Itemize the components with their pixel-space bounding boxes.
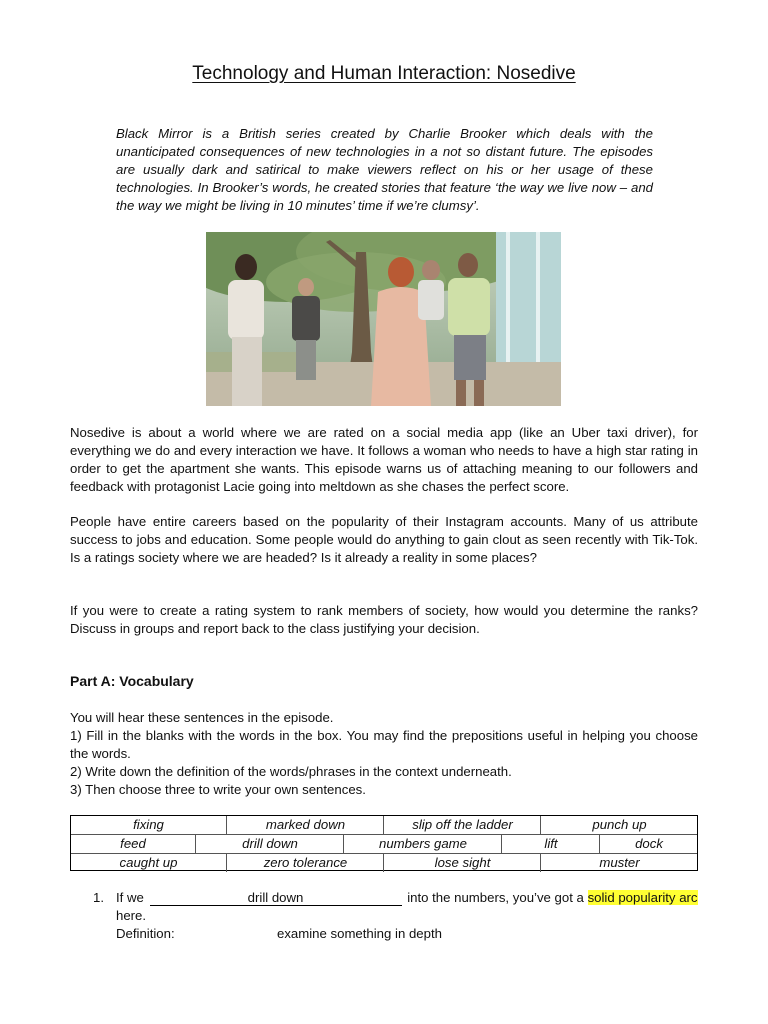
instruction-line: 3) Then choose three to write your own sentences. (70, 782, 366, 797)
word-box-row (71, 834, 697, 853)
page-title: Technology and Human Interaction: Nosedive (192, 63, 576, 84)
instructions (70, 709, 698, 799)
instruction-line: 1) Fill in the blanks with the words in the box. You may find the prepositions useful in helping you choose the words. (70, 728, 698, 761)
word-cell: caught up (119, 855, 178, 870)
word-box-row (71, 816, 697, 834)
question-text (116, 889, 698, 925)
word-cell: zero tolerance (226, 854, 384, 872)
word-cell: feed (120, 836, 146, 851)
answer-blank[interactable]: drill down (150, 891, 402, 906)
word-cell: drill down (195, 835, 344, 853)
word-cell: punch up (540, 816, 698, 834)
definition-label: Definition: (116, 926, 175, 941)
question-text-after: here. (116, 908, 147, 923)
question-text-before: If we (116, 890, 144, 905)
definition-value[interactable]: examine something in depth (277, 926, 442, 941)
word-cell: muster (540, 854, 698, 872)
paragraph-discussion: If you were to create a rating system to rank members of society, how would you determine the ranks? Discuss in groups and report back to the class justifying your decision. (70, 603, 698, 636)
part-a-heading: Part A: Vocabulary (70, 673, 194, 689)
word-cell: slip off the ladder (383, 816, 541, 834)
episode-still-image (206, 232, 561, 406)
word-box-table (70, 815, 698, 871)
word-box-row (71, 853, 697, 872)
word-cell: marked down (226, 816, 384, 834)
word-cell: numbers game (343, 835, 502, 853)
paragraph-careers: People have entire careers based on the popularity of their Instagram accounts. Many of us attribute success to jobs and education. Some people would do anything to gain clout as seen recently with Tik-Tok. Is a ratings society where we are headed? Is it already a reality in some places? (70, 514, 698, 565)
instruction-line: You will hear these sentences in the episode. (70, 710, 334, 725)
word-cell: dock (599, 835, 698, 853)
intro-paragraph: Black Mirror is a British series created by Charlie Brooker which deals with the unanticipated consequences of new technologies in a not so distant future. The episodes are usually dark and satirical to make viewers reflect on his or her usage of these technologies. In Brooker’s words, he created stories that feature ‘the way we live now – and the way we might be living in 10 minutes’ time if we’re clumsy’. (116, 126, 653, 213)
question-number: 1. (93, 890, 104, 905)
highlighted-phrase: solid popularity arc (587, 890, 698, 905)
word-cell: lose sight (383, 854, 541, 872)
instruction-line: 2) Write down the definition of the words/phrases in the context underneath. (70, 764, 512, 779)
word-cell: fixing (133, 817, 164, 832)
word-cell: lift (501, 835, 600, 853)
paragraph-nosedive-summary: Nosedive is about a world where we are rated on a social media app (like an Uber taxi driver), for everything we do and every interaction we have. It follows a woman who needs to have a high star rating in order to get the apartment she wants. This episode warns us of attaching meaning to our followers and feedback with protagonist Lacie going into meltdown as she chases the perfect score. (70, 425, 698, 494)
question-text-middle: into the numbers, you’ve got a (407, 890, 584, 905)
